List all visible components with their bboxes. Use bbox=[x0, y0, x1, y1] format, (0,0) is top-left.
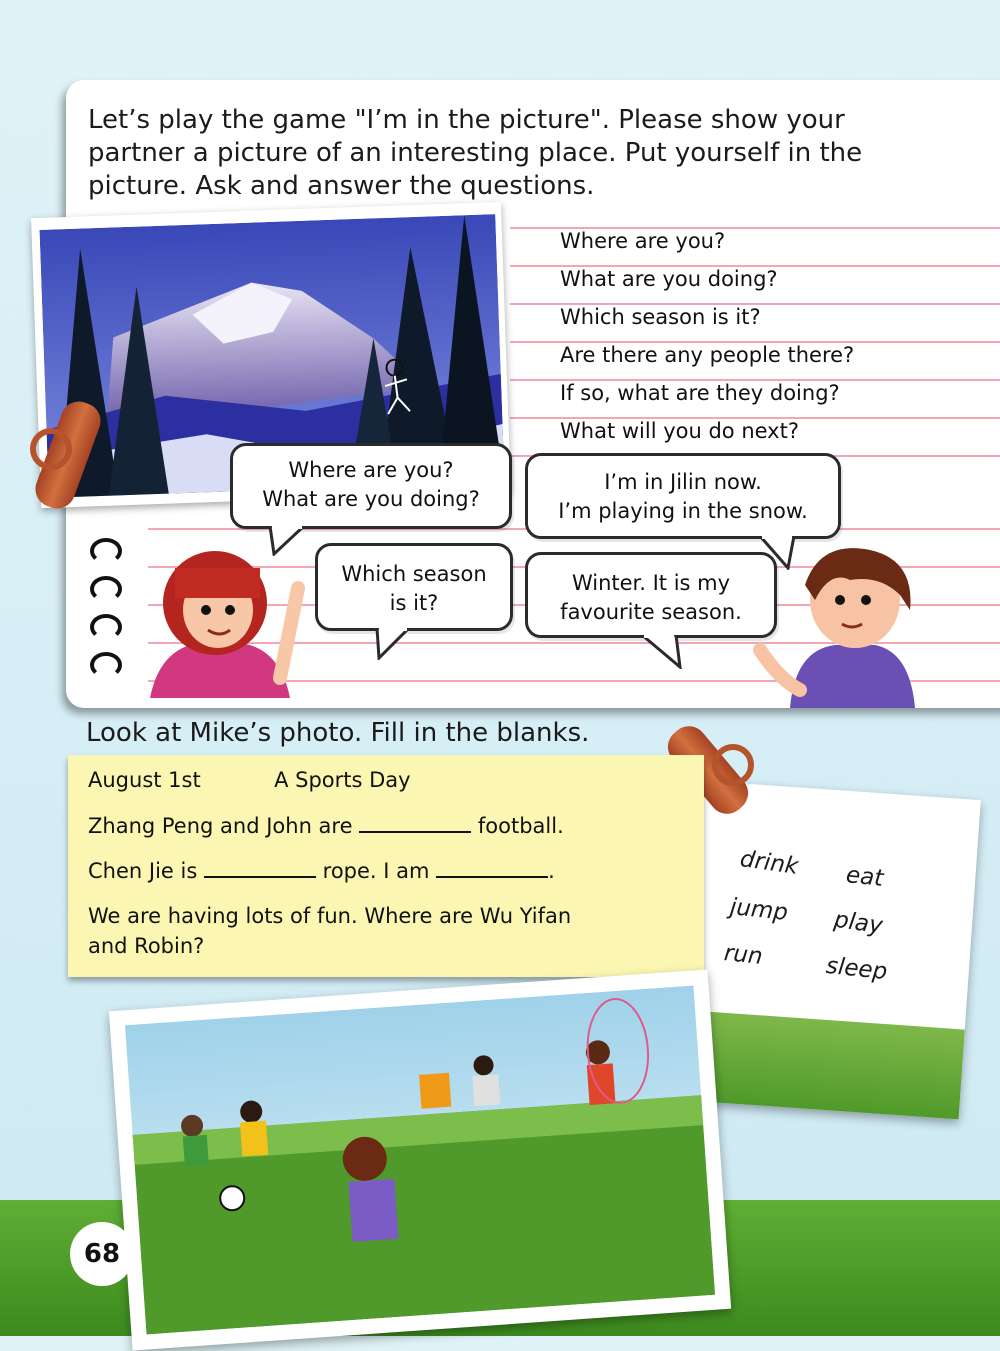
bubble-text: favourite season. bbox=[560, 600, 742, 624]
word-play: play bbox=[832, 906, 885, 940]
bubble-text: I’m playing in the snow. bbox=[558, 499, 808, 523]
bubble-text: I’m in Jilin now. bbox=[604, 470, 762, 494]
answer-blank[interactable] bbox=[436, 858, 548, 878]
sports-day-image bbox=[125, 985, 715, 1334]
question-5: If so, what are they doing? bbox=[560, 381, 840, 405]
line-text: Chen Jie is bbox=[88, 859, 198, 883]
intro-line-2: partner a picture of an interesting place. Put yourself in the bbox=[88, 138, 863, 168]
note-line-2 bbox=[88, 813, 564, 838]
word-jump: jump bbox=[728, 894, 790, 926]
intro-text bbox=[88, 104, 948, 203]
answer-blank[interactable] bbox=[359, 813, 471, 833]
word-sleep: sleep bbox=[824, 952, 889, 986]
bubble-tail bbox=[268, 526, 308, 556]
bubble-text: Winter. It is my bbox=[571, 571, 731, 595]
question-1: Where are you? bbox=[560, 229, 726, 253]
note-date-line bbox=[88, 768, 411, 792]
note-line-4: We are having lots of fun. Where are Wu Yifan bbox=[88, 904, 572, 928]
question-2: What are you doing? bbox=[560, 267, 778, 291]
question-6: What will you do next? bbox=[560, 419, 799, 443]
question-3: Which season is it? bbox=[560, 305, 761, 329]
bubble-text: Which season bbox=[341, 562, 487, 586]
bubble-text: Where are you? bbox=[288, 458, 454, 482]
note-date: August 1st bbox=[88, 768, 201, 792]
note-event: A Sports Day bbox=[274, 768, 411, 792]
speech-bubble-girl-1 bbox=[230, 443, 512, 529]
line-text: rope. I am bbox=[322, 859, 430, 883]
section-instruction: Look at Mike’s photo. Fill in the blanks. bbox=[86, 718, 590, 748]
bubble-text: is it? bbox=[389, 591, 439, 615]
page-number: 68 bbox=[70, 1222, 134, 1286]
answer-blank[interactable] bbox=[204, 858, 316, 878]
word-drink: drink bbox=[738, 846, 800, 880]
binder-ring bbox=[90, 614, 122, 640]
binder-ring bbox=[90, 652, 122, 678]
line-text: . bbox=[548, 859, 555, 883]
word-eat: eat bbox=[844, 862, 885, 892]
bubble-tail bbox=[640, 635, 684, 669]
intro-line-3: picture. Ask and answer the questions. bbox=[88, 171, 595, 201]
sports-day-photo bbox=[109, 969, 731, 1350]
question-4: Are there any people there? bbox=[560, 343, 855, 367]
clip-ring bbox=[30, 428, 72, 470]
line-text: football. bbox=[477, 814, 564, 838]
binder-ring bbox=[90, 538, 122, 564]
word-run: run bbox=[722, 940, 764, 970]
note-line-3 bbox=[88, 858, 555, 883]
speech-bubble-boy-2 bbox=[525, 552, 777, 638]
speech-bubble-boy-1 bbox=[525, 453, 841, 539]
binder-ring bbox=[90, 576, 122, 602]
line-text: Zhang Peng and John are bbox=[88, 814, 353, 838]
bubble-tail bbox=[375, 628, 415, 660]
note-line-5: and Robin? bbox=[88, 934, 205, 958]
intro-line-1: Let’s play the game "I’m in the picture". Please show your bbox=[88, 105, 845, 135]
bubble-text: What are you doing? bbox=[262, 487, 480, 511]
speech-bubble-girl-2 bbox=[315, 543, 513, 631]
girl-illustration bbox=[130, 548, 320, 708]
grass-strip bbox=[679, 1010, 965, 1119]
clip-ring bbox=[712, 744, 754, 786]
